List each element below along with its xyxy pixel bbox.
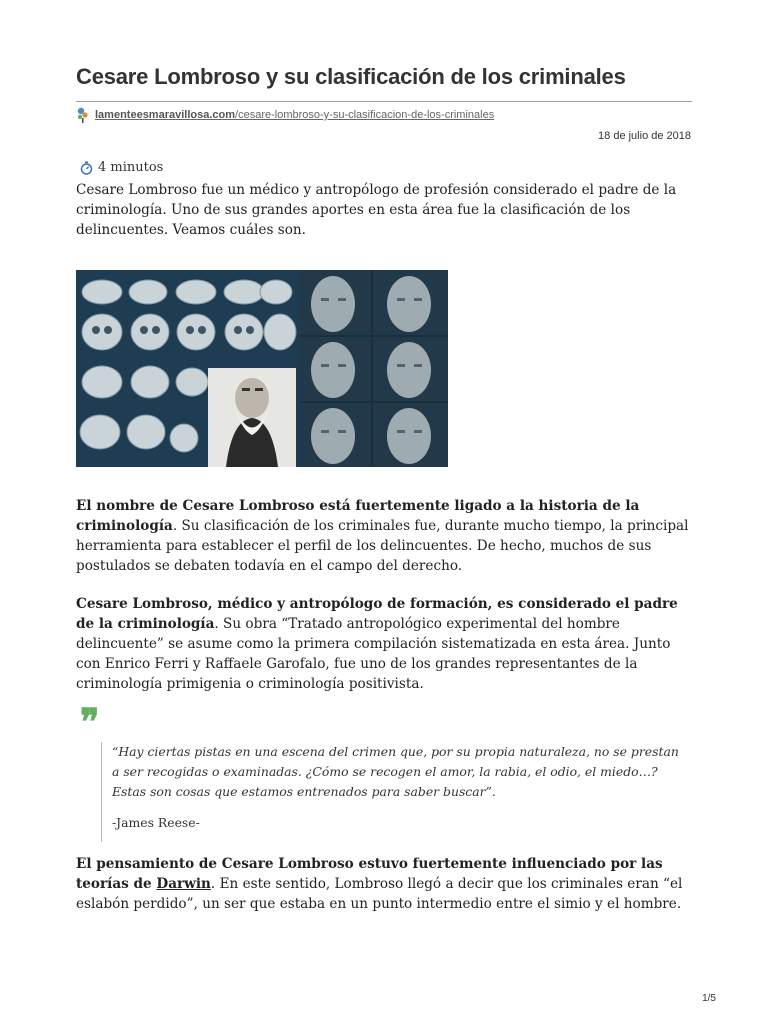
source-path: /cesare-lombroso-y-su-clasificacion-de-los-criminales xyxy=(235,109,495,121)
paragraph-3 xyxy=(76,854,696,914)
paragraph-2-bold: Cesare Lombroso, médico y antropólogo de formación, es considerado el padre de la criminología xyxy=(76,596,678,632)
quote-text: “Hay ciertas pistas en una escena del crimen que, por su propia naturaleza, no se prestan a ser recogidas o examinadas. ¿Cómo se recogen el amor, la rabia, el odio, el miedo…? Estas son cosas que estamos entrenados para saber buscar”. xyxy=(112,744,679,799)
publish-date: 18 de julio de 2018 xyxy=(598,130,691,142)
darwin-link[interactable]: Darwin xyxy=(156,876,211,892)
paragraph-1-bold: El nombre de Cesare Lombroso está fuertemente ligado a la historia de la criminología xyxy=(76,498,640,534)
article-title: Cesare Lombroso y su clasificación de los criminales xyxy=(76,64,626,89)
source-domain: lamenteesmaravillosa.com xyxy=(95,109,236,121)
paragraph-1 xyxy=(76,496,696,576)
page-number: 1/5 xyxy=(702,993,716,1004)
intro-paragraph: Cesare Lombroso fue un médico y antropólogo de profesión considerado el padre de la criminología. Uno de sus grandes aportes en esta área fue la clasificación de los delincuentes. Veamos cuáles son. xyxy=(76,182,677,238)
stopwatch-icon xyxy=(80,161,93,175)
read-time-label: 4 minutos xyxy=(98,160,164,175)
blockquote xyxy=(101,742,691,842)
read-time xyxy=(80,160,163,175)
source-link[interactable] xyxy=(95,109,494,121)
paragraph-3-bold: El pensamiento de Cesare Lombroso estuvo fuertemente influenciado por las teorías de xyxy=(76,856,663,892)
source-line xyxy=(76,106,494,124)
paragraph-3-text: . En este sentido, Lombroso llegó a decir que los criminales eran “el eslabón perdido”, un ser que estaba en un punto intermedio entre el simio y el hombre. xyxy=(76,876,683,912)
paragraph-2 xyxy=(76,594,696,694)
paragraph-2-text: . Su obra “Tratado antropológico experimental del hombre delincuente” se asume como la primera compilación sistematizada en esta área. Junto con Enrico Ferri y Raffaele Garofalo, fue uno de los grandes representantes de la criminología primigenia o criminología positivista. xyxy=(76,616,671,692)
title-divider xyxy=(76,101,692,102)
paragraph-1-text: . Su clasificación de los criminales fue, durante mucho tiempo, la principal herramienta para establecer el perfil de los delincuentes. De hecho, muchos de sus postulados se debaten todavía en el campo del derecho. xyxy=(76,518,689,574)
favicon-icon xyxy=(76,107,89,123)
lombroso-collage-image xyxy=(76,270,448,467)
quote-icon: ❞ xyxy=(80,701,100,743)
quote-author: -James Reese- xyxy=(112,815,200,830)
